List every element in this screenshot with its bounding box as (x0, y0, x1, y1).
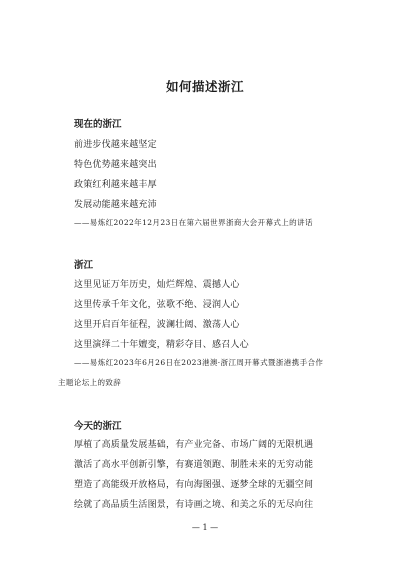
text-line: 这里开启百年征程，波澜壮阔、激荡人心 (74, 320, 240, 330)
citation-line: ——易炼红2022年12月23日在第六届世界浙商大会开幕式上的讲话 (74, 218, 313, 227)
text-line: 这里演绎二十年嬗变，精彩夺目、感召人心 (74, 340, 249, 350)
citation-line: 主题论坛上的致辞 (58, 378, 122, 387)
page-number: — 1 — (191, 523, 219, 532)
text-line: 这里传承千年文化，弦歌不绝、浸润人心 (74, 300, 240, 310)
section-heading: 现在的浙江 (74, 119, 122, 130)
text-line: 前进步伐越来越坚定 (74, 140, 157, 150)
page-title: 如何描述浙江 (165, 79, 244, 94)
text-line: 特色优势越来越突出 (74, 160, 157, 170)
text-line: 激活了高水平创新引擎，有赛道领跑、制胜未来的无穷动能 (74, 460, 314, 470)
text-line: 厚植了高质量发展基础，有产业完备、市场广阔的无限机遇 (74, 440, 314, 450)
section-heading: 今天的浙江 (74, 421, 122, 432)
text-line: 发展动能越来越充沛 (74, 200, 157, 210)
text-line: 政策红利越来越丰厚 (74, 180, 157, 190)
text-line: 塑造了高能级开放格局，有向海图强、逐梦全球的无疆空间 (74, 480, 314, 490)
citation-line: ——易炼红2023年6月26日在2023港澳·浙江周开幕式暨浙港携手合作 (74, 358, 324, 367)
text-line: 这里见证万年历史，灿烂辉煌、震撼人心 (74, 280, 240, 290)
text-line: 绘就了高品质生活图景，有诗画之境、和美之乐的无尽向往 (74, 500, 314, 510)
section-heading: 浙江 (74, 260, 94, 271)
